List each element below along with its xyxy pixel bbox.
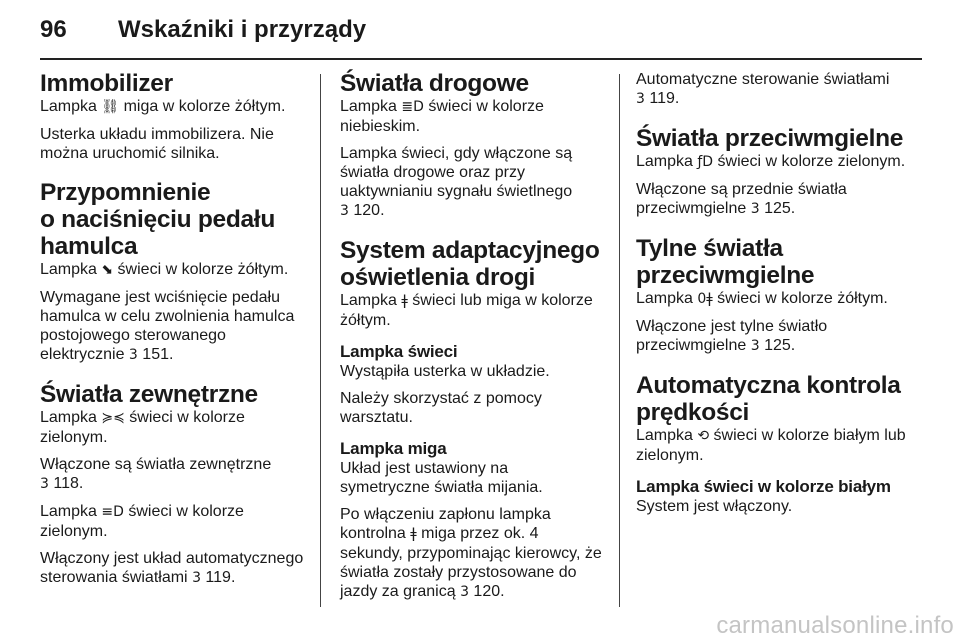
paragraph: Lampka ǂ świeci lub miga w kolorze żółtym. (340, 292, 593, 329)
paragraph: Lampka ⬊ świeci w kolorze żółtym. (40, 261, 289, 278)
paragraph: Lampka 0ǂ świeci w kolorze żółtym. (636, 290, 888, 307)
paragraph: Automatyczne sterowanie światłami 3 119. (636, 71, 890, 107)
watermark: carmanualsonline.info (716, 612, 954, 639)
brake-pedal-icon: ⬊ (101, 262, 114, 278)
paragraph: Lampka ≡D świeci w kolorze zielonym. (40, 503, 244, 540)
paragraph: Włączone są przednie światła przeciwmgielne 3 125. (636, 181, 847, 217)
column-divider-1 (320, 74, 321, 607)
paragraph: Wymagane jest wciśnięcie pedału hamulca w celu zwolnienia hamulca postojowego sterowanego elektrycznie 3 151. (40, 289, 295, 363)
page-ref-icon: 3 (750, 201, 760, 217)
rear-fog-icon: 0ǂ (697, 291, 713, 307)
page-ref-icon: 3 (40, 476, 49, 492)
high-beam-icon: ≣D (401, 99, 424, 115)
section-heading: System adaptacyjnego oświetlenia drogi (340, 237, 600, 291)
column-3 (636, 70, 911, 524)
section-brake-reminder (40, 179, 310, 365)
immobilizer-icon: ⛓ (101, 99, 120, 115)
page-header (40, 16, 920, 60)
section-heading: Przypomnienie o naciśnięciu pedału hamulca (40, 179, 275, 260)
paragraph: Lampka ⛓ miga w kolorze żółtym. (40, 98, 286, 115)
paragraph: Włączony jest układ automatycznego sterowania światłami 3 119. (40, 550, 304, 586)
column-2 (340, 70, 602, 610)
paragraph: Należy skorzystać z pomocy warsztatu. (340, 390, 542, 426)
section-heading: Tylne światła przeciwmgielne (636, 235, 815, 289)
cruise-control-icon: ⟲ (697, 428, 710, 444)
auto-light-icon: ≡D (101, 504, 124, 520)
page-ref-icon: 3 (750, 338, 760, 354)
paragraph: Włączone jest tylne światło przeciwmgielne 3 125. (636, 318, 828, 354)
exterior-lights-icon: ≽≼ (101, 410, 125, 426)
section-high-beam (340, 70, 602, 221)
adaptive-light-icon: ǂ (410, 526, 417, 542)
paragraph: Włączone są światła zewnętrzne 3 118. (40, 456, 272, 492)
paragraph: Po włączeniu zapłonu lampka kontrolna ǂ miga przez ok. 4 sekundy, przypominając kierowcy, że światła zostały przystosowane do jazdy za granicą 3 120. (340, 506, 602, 600)
header-divider (40, 58, 922, 60)
page-ref-icon: 3 (192, 570, 201, 586)
section-heading: Światła drogowe (340, 70, 529, 97)
section-immobilizer (40, 70, 310, 163)
section-cruise-control (636, 372, 911, 516)
page-ref-icon: 3 (636, 91, 645, 107)
paragraph: Lampka ⟲ świeci w kolorze białym lub zielonym. (636, 427, 906, 464)
page-ref-icon: 3 (460, 584, 469, 600)
section-rear-fog (636, 235, 911, 356)
section-front-fog (636, 125, 911, 219)
paragraph: Układ jest ustawiony na symetryczne światła mijania. (340, 460, 543, 496)
page-title: Wskaźniki i przyrządy (118, 16, 367, 43)
subsection-heading: Lampka świeci w kolorze białym (636, 477, 891, 496)
front-fog-icon: ƒD (697, 154, 714, 170)
section-auto-lights-continued (636, 70, 911, 109)
page-ref-icon: 3 (128, 347, 138, 363)
section-heading: Światła przeciwmgielne (636, 125, 904, 152)
paragraph: Lampka ƒD świeci w kolorze zielonym. (636, 153, 906, 170)
section-exterior-lights (40, 381, 310, 588)
paragraph: Wystąpiła usterka w układzie. (340, 363, 550, 380)
paragraph: Usterka układu immobilizera. Nie można uruchomić silnika. (40, 126, 274, 162)
adaptive-light-icon: ǂ (401, 293, 408, 309)
page-number: 96 (40, 16, 67, 43)
paragraph: Lampka ≽≼ świeci w kolorze zielonym. (40, 409, 245, 446)
column-divider-2 (619, 74, 620, 607)
page-ref-icon: 3 (340, 203, 349, 219)
section-heading: Immobilizer (40, 70, 173, 97)
paragraph: System jest włączony. (636, 498, 793, 515)
paragraph: Lampka świeci, gdy włączone są światła drogowe oraz przy uaktywnianiu sygnału świetlnego 3 120. (340, 145, 573, 219)
paragraph: Lampka ≣D świeci w kolorze niebieskim. (340, 98, 544, 135)
column-1 (40, 70, 310, 596)
section-heading: Światła zewnętrzne (40, 381, 258, 408)
subsection-heading: Lampka świeci (340, 342, 458, 361)
subsection-heading: Lampka miga (340, 439, 447, 458)
section-adaptive-lighting (340, 237, 602, 602)
section-heading: Automatyczna kontrola prędkości (636, 372, 901, 426)
